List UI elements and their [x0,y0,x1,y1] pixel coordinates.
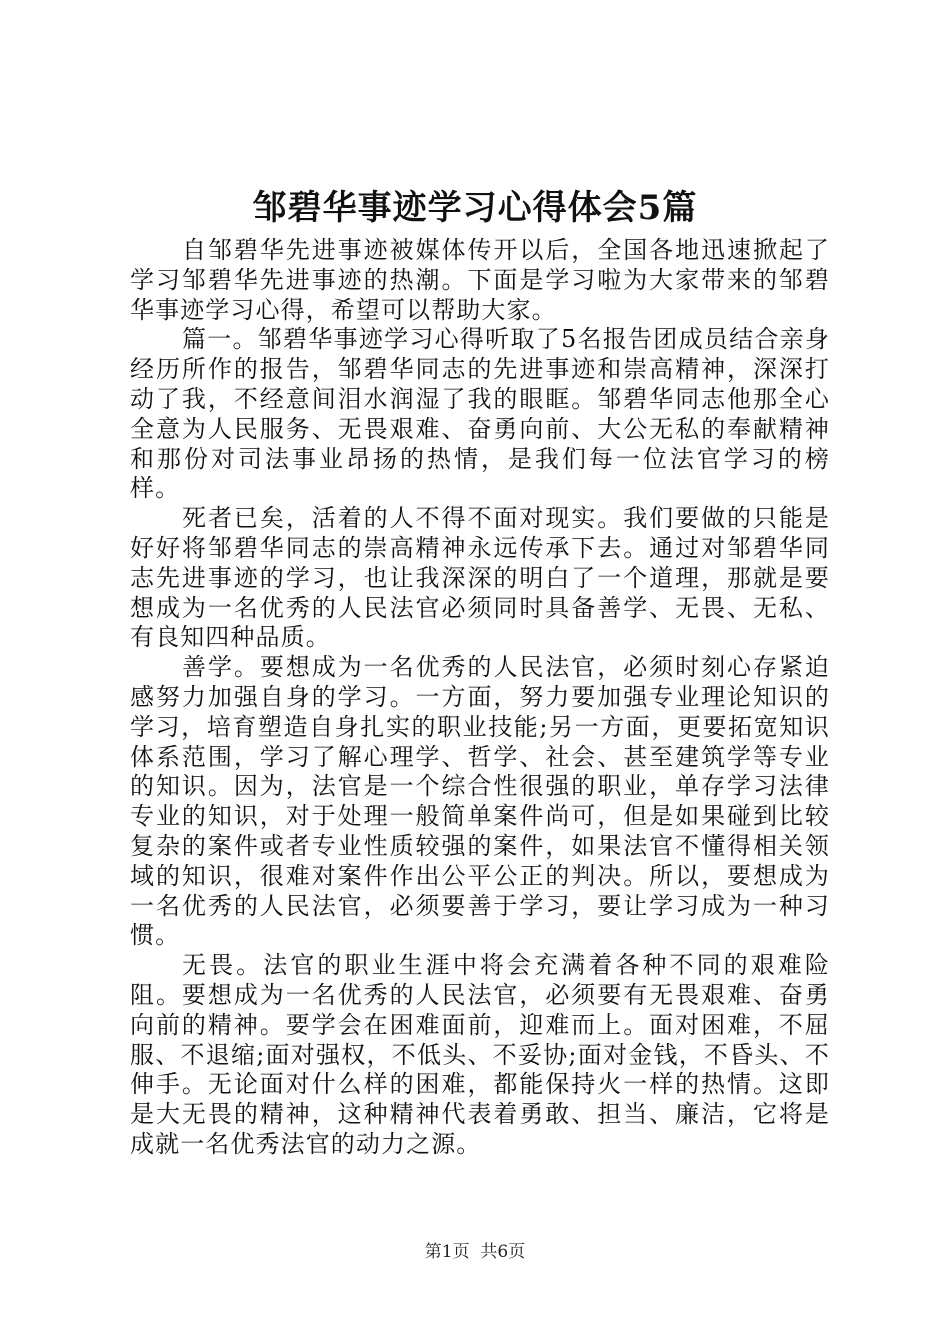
paragraph-part-one: 篇一。邹碧华事迹学习心得听取了5名报告团成员结合亲身经历所作的报告，邹碧华同志的先进事迹和崇高精神，深深打动了我，不经意间泪水润湿了我的眼眶。邹碧华同志他那全心全意为人民服务、无畏艰难、奋勇向前、大公无私的奉献精神和那份对司法事业昂扬的热情，是我们每一位法官学习的榜样。 [130,325,830,503]
paragraph-intro: 自邹碧华先进事迹被媒体传开以后，全国各地迅速掀起了学习邹碧华先进事迹的热潮。下面是学习啦为大家带来的邹碧华事迹学习心得，希望可以帮助大家。 [130,236,830,324]
page-total: 共6页 [480,1242,526,1262]
page-number: 第1页 [424,1242,470,1262]
paragraph-legacy: 死者已矣，活着的人不得不面对现实。我们要做的只能是好好将邹碧华同志的崇高精神永远传承下去。通过对邹碧华同志先进事迹的学习，也让我深深的明白了一个道理，那就是要想成为一名优秀的人民法官必须同时具备善学、无畏、无私、有良知四种品质。 [130,504,830,652]
document-title: 邹碧华事迹学习心得体会5篇 [252,188,698,228]
page-footer [0,1240,950,1264]
paragraph-good-learning: 善学。要想成为一名优秀的人民法官，必须时刻心存紧迫感努力加强自身的学习。一方面，努力要加强专业理论知识的学习，培育塑造自身扎实的职业技能;另一方面，更要拓宽知识体系范围，学习了解心理学、哲学、社会、甚至建筑学等专业的知识。因为，法官是一个综合性很强的职业，单存学习法律专业的知识，对于处理一般简单案件尚可，但是如果碰到比较复杂的案件或者专业性质较强的案件，如果法官不懂得相关领域的知识，很难对案件作出公平公正的判决。所以，要想成为一名优秀的人民法官，必须要善于学习，要让学习成为一种习惯。 [130,653,830,950]
document-body [130,236,830,1160]
paragraph-fearless: 无畏。法官的职业生涯中将会充满着各种不同的艰难险阻。要想成为一名优秀的人民法官，必须要有无畏艰难、奋勇向前的精神。要学会在困难面前，迎难而上。面对困难，不屈服、不退缩;面对强权，不低头、不妥协;面对金钱，不昏头、不伸手。无论面对什么样的困难，都能保持火一样的热情。这即是大无畏的精神，这种精神代表着勇敢、担当、廉洁，它将是成就一名优秀法官的动力之源。 [130,951,830,1158]
